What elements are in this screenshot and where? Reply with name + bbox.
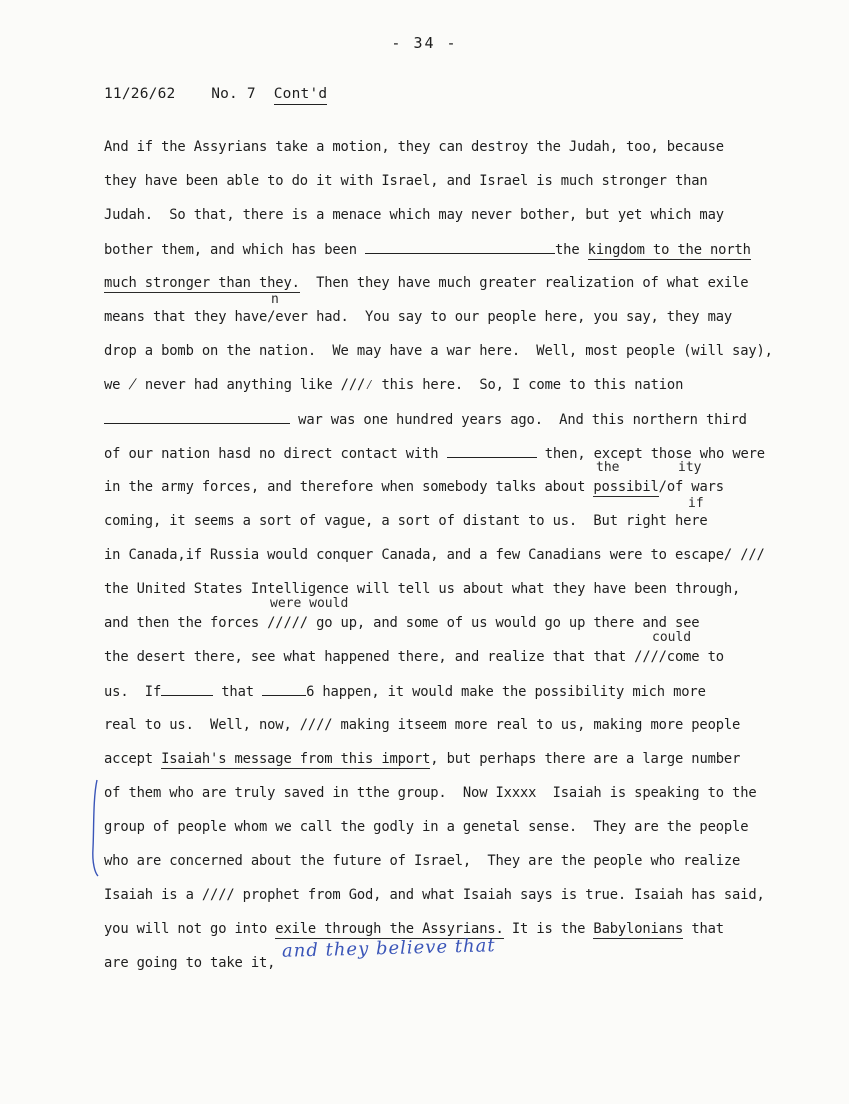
text-segment: the [555,242,588,258]
text-segment: /of wars [658,479,724,495]
text-segment: that [213,684,263,700]
insertion-could: could [652,630,692,645]
underlined-text: exile through the Assyrians. [275,921,504,937]
text-segment: It is the [503,921,594,937]
insertion-were-would: were would [270,596,349,611]
text-line [104,750,740,768]
margin-bracket-mark [91,778,101,878]
underlined-text: possibil [593,479,659,495]
text-line: means that they have/ever had. You say to our people here, you say, they may [104,309,733,325]
text-line: group of people whom we call the godly in a genetal sense. They are the people [104,819,749,835]
text-line: and then the forces ///// go up, and some of us would go up there and see [104,615,700,631]
text-line: coming, it seems a sort of vague, a sort of distant to us. But right here [104,513,708,529]
insertion-if: if [688,496,704,511]
header-contd: Cont'd [274,86,328,105]
blank-space [365,240,555,254]
insertion-ity: ity [678,460,702,475]
underlined-text: much stronger than they. [104,275,300,291]
text-segment: then, except those who were [536,446,765,462]
text-segment: in the army forces, and therefore when somebody talks about [104,479,594,495]
page-number: - 34 - [391,34,458,52]
text-line: drop a bomb on the nation. We may have a war here. Well, most people (will say), [104,343,773,359]
text-segment: of our nation hasd no direct contact with [104,446,447,462]
text-line: who are concerned about the future of Israel, They are the people who realize [104,853,741,869]
text-line [104,240,751,259]
text-line: And if the Assyrians take a motion, they can destroy the Judah, too, because [104,139,724,155]
text-segment: us. If [104,684,162,700]
text-line: real to us. Well, now, //// making itseem more real to us, making more people [104,717,741,733]
text-line: they have been able to do it with Israel, and Israel is much stronger than [104,173,708,189]
text-line: Judah. So that, there is a menace which may never bother, but yet which may [104,207,724,223]
text-line [104,274,748,292]
header-date: 11/26/62 [104,86,176,102]
text-segment: bother them, and which has been [104,242,366,258]
text-line [104,920,724,938]
text-line: the United States Intelligence will tell us about what they have been through, [104,581,741,597]
blank-space [161,682,213,696]
text-line: in Canada,if Russia would conquer Canada, and a few Canadians were to escape/ /// [104,547,765,563]
blank-space [104,410,290,424]
text-segment: , but perhaps there are a large number [430,751,741,767]
text-line [104,410,747,429]
text-segment: war was one hundred years ago. And this northern third [290,412,747,428]
text-line: we ̸ never had anything like ///⁄ this here. So, I come to this nation [104,377,684,393]
text-segment: accept [104,751,162,767]
text-segment: you will not go into [104,921,276,937]
underlined-text: kingdom to the north [587,242,751,258]
text-line: Isaiah is a //// prophet from God, and what Isaiah says is true. Isaiah has said, [104,887,765,903]
underlined-text: Babylonians [593,921,684,937]
blank-space [262,682,306,696]
document-header [104,86,327,105]
text-line: the desert there, see what happened there, and realize that that ////come to [104,649,724,665]
underlined-text: Isaiah's message from this import [161,751,431,767]
text-segment: that [683,921,724,937]
text-segment: 6 happen, it would make the possibility mich more [306,684,706,700]
text-line [104,682,706,701]
insertion-n: n [271,292,279,307]
text-segment: Then they have much greater realization of what exile [299,275,749,291]
insertion-the: the [596,460,620,475]
text-line: of them who are truly saved in tthe group. Now Ixxxx Isaiah is speaking to the [104,785,757,801]
text-line [104,444,765,463]
handwritten-note: and they believe that [281,935,496,962]
text-line [104,478,724,496]
header-number: No. 7 [211,86,256,102]
blank-space [447,444,537,458]
text-line: are going to take it, [104,955,276,971]
